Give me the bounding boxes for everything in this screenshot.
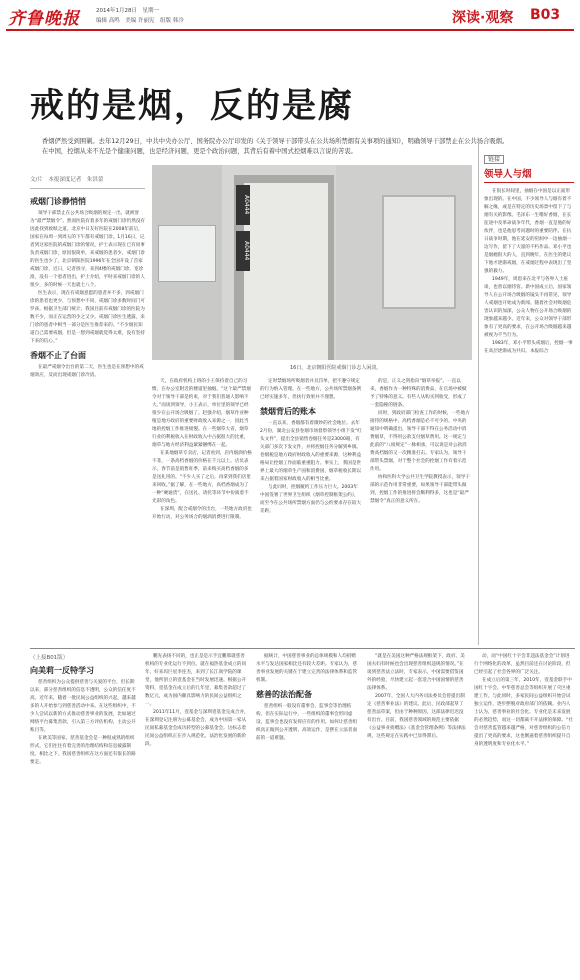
page-number: B03 [530,7,561,23]
lower-column-1-body-2: 在欧美等国家，慈善基金会是一种很成熟的组织形式，它们往往有着完善的治理结构和信息披露制度。相比之下，我国慈善组织在这方面还有很长的路要走。 [30,736,136,765]
column-2-tail: 在深圳，配合戒烟令的出台，一些地方政府也开始行动，对公务场合的烟酒消费进行限制。 [152,507,252,520]
lead-text-2: 在中国，控烟从来不光是个健康问题，也是经济问题，更是个政治问题，其背后有着中国式控烟难以言说的苦衷。 [42,148,357,155]
sidebar-tail: 1983年，邓小平带头戒烟后，控烟一事在高层逐渐成为共识。本报综合 [484,341,573,354]
column-4-tail: 协和医科大学公共卫生学院教授表示，领导干部的示范作用非常重要，如果领导干部能带头做到，控烟工作的推进将会顺利得多，这也是“最严禁烟令”真正的意义所在。 [370,475,470,504]
column-1-body-2: 医生表示，现在有戒烟意愿的患者并不多，到戒烟门诊的患者也更少，与预想中不同，戒烟门诊多数时间门可罗雀。根据卫生部门统计，我国目前有戒烟门诊的医院为数不少，而正在运营的少之又少。戒烟门诊医生透露，来门诊的患者中相当一部分是医生推荐来的。“不少烟民知道自己需要戒烟，但是一想到戒烟就觉得太难，没有坚持下来的信心。” [30,291,145,344]
column-2-body: 天，在政府机构上班的小王保持着自己的习惯，在办公室附近的楼道里抽烟。“这个最严禁烟令对于领导干部是约束，对于我们普通人影响不大。”而谈到领导，小王表示，单位里的领导已经很少在公开场合吸烟了。赵强介绍，烟草作业种植是地方政府的重要财政收入来源之一，因此当地的控烟工作推进缓慢。在一些烟草大省，烟草行业的利税收入在财政收入中占据很大的比重，烟草与地方经济利益紧紧捆绑在一起。 [152,379,251,448]
lower-column-3-body-2: 慈善组织一般设有董事会、监事会等治理结构，但在实际运行中，一些组织的董事会形同虚设，监事会也没有发挥应有的作用。如何让慈善组织真正做到公开透明、高效运作，是摆在立法者面前的一道难题。 [256,704,358,741]
link-tag-label: 链接 [484,155,504,164]
sidebar-title: 领导人与烟 [484,169,532,180]
lower-column-5-body-2: 在成立后的第三年，2010年，壹基金联手中国红十字会、中华慈善总会等组织开展了灾区重建工作。与此同时，多家民间公益组织开始尝试独立运作，逐步摆脱对政府部门的依赖。业内人士认为，慈善事业的社会化、专业化是未来发展的必然趋势，而这一切都离不开法律的保障。“社会对慈善监管越来越严格，对慈善组织的公信力提出了更高的要求，这也倒逼着慈善组织提升自身的透明度和专业化水平。” [474,678,573,747]
lower-column-4 [367,653,467,971]
photo-caption: 16日，北京朝阳医院戒烟门诊志人闲淡。 [290,365,382,371]
lower-column-5-body: 动，而“中国红十字会非违法基金会”计划进行个网络化的改革，虽然目前还在讨论阶段，但已经引起了社会各界的广泛关注。 [474,654,571,675]
lower-column-5 [474,653,574,971]
sidebar-title-rule [484,182,574,183]
article-column-4 [370,378,470,642]
door-plate-2: A0444 [236,231,250,271]
sidebar-body-2: 1949年，周恩来在北平与各界人士座谈，也曾以烟待客。新中国成立后，国家领导人在公开场合吸烟的镜头不再常见，领导人戒烟也开始成为新闻。随着社会对吸烟危害认识的加深，公众人物在公开场合吸烟的现象越来越少。近年来，公众对领导干部形象有了更高的要求，在公开场合吸烟越来越被视为不当行为。 [484,277,572,338]
subhead-table: 香烟不止了台面 [30,351,86,360]
column-3-body: 定时禁烟场所吸烟者并具罚单，把不遵守规定的行为纳入管理。在一些地方，公共场所禁烟条例已经实施多年，但执行效果并不理想。 [260,379,362,400]
lower-column-1-body: 慈善组织为公众提供慈善与关爱的平台，但长期以来，部分慈善组织的信息不透明，公众的信任度不高。近年来，随着一批民间公益组织的兴起，越来越多的人开始参与到慈善活动中来。在这些组织中，不少人尝试以新的方式推动慈善事业的发展，比如通过网络平台募集善款，引入第三方评估机构，主动公开账目等。 [30,680,136,733]
article-column-2 [152,378,252,642]
lower-column-1 [30,653,138,971]
door-plate-1: A0444 [236,185,250,225]
sidebar-body: 在很长时间里，抽烟在中国是以正面形象出现的。在中国，不少领导人与烟有着不解之缘，或是在特定的历史场景中留下了与烟有关的影像。毛泽东一生嗜好香烟，在长征途中及革命战争年代，香烟一直是他的好伙伴，也是他思考问题时的重要陪伴。在抗日战争时期，他在延安的窑洞中一边抽烟一边写作，留下了大量的不朽作品。邓小平也是烟瘾很大的人，直到晚年，在医生的建议下他才逐渐戒烟，在戒烟过程中表现出了坚强的毅力。 [484,189,572,274]
column-4-body-2: 同时，到政府部门检查工作的时候，一些地方接待的规格中，高档香烟是必不可少的。中央的通知中明确提出，领导干部不得在公务活动中消费烟草，不得用公款支付烟草费用。这一规定与此前的“八项规定”一脉相承，可以说是对公款消费高档烟的又一次精准打击。专家认为，领导干部带头禁烟，对于整个社会的控烟工作有着示范作用。 [370,411,470,472]
byline-divider [30,188,145,189]
subhead-clinic: 戒烟门诊静悄悄 [30,197,86,206]
door-panel [244,183,328,360]
lower-column-2 [145,653,249,971]
issue-date: 2014年1月28日 星期一 [96,8,159,14]
lower-section-divider [30,648,575,649]
sidebar-link-tag [484,146,504,165]
column-1-body: 领导干部禁止在公共场合吸烟的规定一出，就被誉为“最严禁烟令”。然而医院有着多年的戒烟门诊仍然没有因此找到救赎之道。北京中日友好医院在2008年前后，国家在每周一到周五的下午都有戒烟门诊。1月16日，记者到这家医院的戒烟门诊的情况，护士表示现在已有同事负责戒烟门诊，原因很简单，来戒烟的患者少，戒烟门诊的医生也少了。北京朝阳医院1996年在全国开设了首家戒烟门诊，近日，记者找寻，来到4楼的戒烟门诊，宽诊准，没有一个患者进出，护士介绍，平时来戒烟门诊的人很少，多的时候一天也就七八个。 [30,211,145,288]
subhead-lower-1: 向美莉一反特学习 [30,666,94,675]
article-column-1 [30,192,145,642]
byline: 文/片 本报深度记者 朱洪蕾 [30,177,104,183]
photo-window [382,195,456,309]
lower-column-2-body: 鹏先表扬不同的，也正是是示手宜鹏那就慈善机构的专业化运行不到位。就在福热基金成立的同年，好来坞巨星李连杰，来到了长江商学院的课堂，他所创立的壹基金在当时发展迅速。根据公开资料，壹基金在成立后的几年里，募集善款超过了数亿元，成为国内颇具影响力的民间公益组织之一。 [145,654,247,707]
editors-credit: 编辑 高鸣 美编 许丽宪 组版 韩冷 [96,18,184,24]
lower-column-3 [256,653,360,971]
column-1-tail: 在最严戒烟令出台的第二天，医生也是在预想中的戒烟效应，反而出现戒烟门诊冷清。 [30,365,144,378]
column-4-body: 的是，正义之剑指向“烟草举报”。一直以来，香烟作为一种特殊的消费品，在官场中被赋予了特殊的意义。有些人从购买到收受，形成了一套隐秘的链条。 [370,379,467,408]
lead-paragraph [30,137,550,157]
column-3-tail: 与此同时，控烟履约工作压力巨大。2003年中国签署了世界卫生组织《烟草控制框架公约》，而至今在公共场所禁烟方面仍与公约要求存在较大差距。 [260,485,362,514]
lower-column-2-body-2: 2011年11月，壹基金与深圳壹基金完成合并，在深圳登记注册为公募基金会，成为中国第一家从民间私募基金会成功转型的公募基金会。这标志着民间公益组织正在步入规范化、法治化发展的新阶段。 [145,710,249,747]
newspaper-logo: 齐鲁晚报 [8,9,80,29]
lower-column-3-body: 据统计，中国慈善事业的总体规模和人均捐赠水平与发达国家相比还有较大差距。专家认为，慈善事业发展的关键在于建立完善的法律体系和监管机制。 [256,654,358,683]
lead-text-1: 香烟俨然受到围剿。去年12月29日，中共中央办公厅、国务院办公厅印发的《关于领导干部带头在公共场所禁烟有关事项的通知》，明确领导干部禁止在公共场合吸烟。 [42,138,509,145]
lower-column-4-body-2: 2007年，全国人大内务司法委员会曾提出制定《慈善事业法》的建议。此后，民政部起草了慈善法草案，但由于种种原因，这部法律迟迟没有出台。目前，我国慈善领域的规范主要依据《公益事业捐赠法》《基金会管理条例》等法律法规，这些规定在实践中已显得滞后。 [367,694,466,739]
masthead-divider [6,29,574,31]
sidebar-divider [478,140,479,645]
article-photo [152,165,472,360]
column-2-body-2: 在某地烟草专卖店，记者看到，店内烟酒价格不菲，一条高档香烟的价格在千元以上。店员表示，春节前是销售旺季，前来购买高档香烟的多是送礼用的。“不少人买了之后，再拿到我们店里来回收。”据了解，在一些地方，高档香烟成为了一种“硬通货”，在送礼、请托等环节中扮演着不光彩的角色。 [152,451,252,504]
article-column-3 [260,378,362,642]
wall-poster [158,225,216,282]
page-headline: 戒的是烟，反的是腐 [30,86,354,126]
section-title: 深读·观察 [452,10,514,26]
subhead-lower-2: 慈善的法治配备 [256,690,312,699]
continued-kicker: （上接B01版） [30,655,69,661]
subhead-ledger: 禁烟背后的账本 [260,407,316,416]
lower-column-4-body: “就是在美国这种严格法规框架下，政府、美国夫妇有时候也会出现慈善组织违规的情况。”在谈到慈善法立法时，专家表示，中国需要借鉴国外的经验，尽快建立起一套适合中国国情的慈善法律体系。 [367,654,465,691]
column-3-body-2: 一直以来，香烟都有着微妙的社会地位。去年2月份，湖北公安县卷烟市场督察领导小组下发“红头文件”，提出全县销售卷烟任务是23000箱，有关部门多次下发文件，并将控烟任务分解到乡镇。卷烟税是地方政府财政收入的重要来源，这种利益格局让控烟工作面临重重阻力。事实上，我国是世界上最大的烟草生产国和消费国，烟草税收长期以来占据着国家财政收入的相当比重。 [260,421,362,482]
masthead [0,0,580,30]
sidebar-column [484,188,574,644]
